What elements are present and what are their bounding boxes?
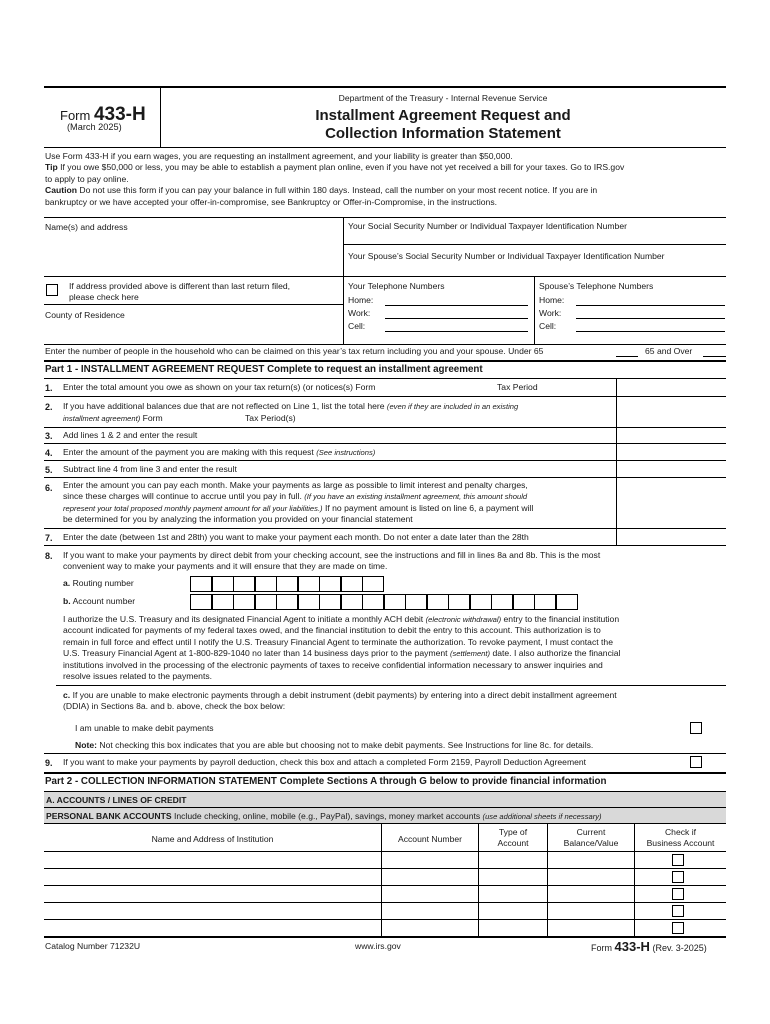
business-account-checkbox[interactable] (672, 871, 684, 883)
account-number-field-digit[interactable] (319, 594, 341, 610)
bank-accounts-heading: PERSONAL BANK ACCOUNTS Include checking, online, mobile (e.g., PayPal), savings, money market accounts (use additional sheets if necessary) (46, 811, 602, 821)
account-number-field-digit[interactable] (470, 594, 492, 610)
routing-number-field-digit[interactable] (212, 576, 234, 592)
routing-number-field-digit[interactable] (255, 576, 277, 592)
address-change-checkbox[interactable] (46, 284, 58, 296)
col-type: Type of Account (497, 827, 529, 849)
form-number: 433-H (93, 104, 146, 125)
account-number-field-digit[interactable] (534, 594, 556, 610)
col-account-number: Account Number (397, 834, 462, 844)
routing-number-field-digit[interactable] (233, 576, 255, 592)
account-number-field-digit[interactable] (448, 594, 470, 610)
col-business: Check if Business Account (646, 827, 715, 849)
footer-form-id: Form 433-H (Rev. 3-2025) (591, 939, 707, 954)
agency-name: Department of the Treasury - Internal Revenue Service (338, 93, 548, 103)
unable-debit-checkbox[interactable] (690, 722, 702, 734)
catalog-number: Catalog Number 71232U (45, 941, 141, 951)
form-title: Installment Agreement Request and Collection Information Statement (315, 107, 571, 142)
form-revision: (March 2025) (67, 122, 122, 132)
account-number-field-digit[interactable] (491, 594, 513, 610)
business-account-checkbox[interactable] (672, 905, 684, 917)
account-number-field-digit[interactable] (298, 594, 320, 610)
business-account-checkbox[interactable] (672, 888, 684, 900)
routing-number-field-digit[interactable] (341, 576, 363, 592)
account-number-field-digit[interactable] (233, 594, 255, 610)
account-label: b. Account number (63, 596, 136, 606)
account-number-field-digit[interactable] (556, 594, 578, 610)
business-account-checkbox[interactable] (672, 922, 684, 934)
col-institution: Name and Address of Institution (151, 834, 274, 844)
routing-number-field-digit[interactable] (190, 576, 212, 592)
account-number-field-digit[interactable] (513, 594, 535, 610)
spouse-ssn-label: Your Spouse’s Social Security Number or Individual Taxpayer Identification Number (348, 251, 665, 261)
household-label: Enter the number of people in the household who can be claimed on this year’s tax return including you and your spouse. Under 65 (45, 346, 544, 356)
spouse-cell-phone-field[interactable] (576, 331, 725, 332)
account-number-field-digit[interactable] (405, 594, 427, 610)
routing-number-field-digit[interactable] (362, 576, 384, 592)
address-change-label: If address provided above is different than last return filed, please check here (69, 281, 291, 303)
irs-website-link[interactable]: www.irs.gov (355, 941, 401, 951)
your-home-phone-field[interactable] (385, 305, 528, 306)
col-balance: Current Balance/Value (563, 827, 619, 849)
account-number-field-digit[interactable] (276, 594, 298, 610)
part1-answer-column (616, 378, 617, 545)
spouse-work-phone-field[interactable] (576, 318, 725, 319)
routing-number-field-digit[interactable] (276, 576, 298, 592)
account-number-field-digit[interactable] (255, 594, 277, 610)
routing-number-field-digit[interactable] (298, 576, 320, 592)
ssn-label: Your Social Security Number or Individual Taxpayer Identification Number (348, 221, 627, 231)
your-phone-label: Your Telephone Numbers (348, 281, 445, 291)
table-row-divider (44, 868, 726, 869)
note-text: Note: Not checking this box indicates that you are able but choosing not to make debit payments. See Instructions for line 8c. for details. (75, 740, 594, 750)
account-number-field-digit[interactable] (384, 594, 406, 610)
header-bottom-rule (44, 147, 726, 148)
spouse-home-phone-field[interactable] (576, 305, 725, 306)
names-address-label: Name(s) and address (45, 222, 128, 232)
part2-title: Part 2 - COLLECTION INFORMATION STATEMENT Complete Sections A through G below to provide financial information (45, 776, 607, 787)
under65-field[interactable] (616, 356, 638, 357)
part1-title: Part 1 - INSTALLMENT AGREEMENT REQUEST Complete to request an installment agreement (45, 364, 483, 375)
business-account-checkbox[interactable] (672, 854, 684, 866)
table-row-divider (44, 902, 726, 903)
your-work-phone-field[interactable] (385, 318, 528, 319)
unable-debit-label: I am unable to make debit payments (75, 723, 214, 733)
over65-field[interactable] (703, 356, 726, 357)
your-cell-phone-field[interactable] (385, 331, 528, 332)
account-number-field-digit[interactable] (362, 594, 384, 610)
county-label: County of Residence (45, 310, 125, 320)
section-a-title: A. ACCOUNTS / LINES OF CREDIT (46, 795, 187, 805)
intro-text: Use Form 433-H if you earn wages, you are requesting an installment agreement, and your liability is greater than $50,000. Tip If you owe $50,000 or less, you may be able to establish a payment plan online, even if you have not yet received a bill for your taxes. Go to IRS.gov to apply to pay online. Caution Do not use this form if you can pay your balance in full within 180 days. Instead, call the number on your most recent notice. If you are in bankruptcy or we have accepted your offer-in-compromise, see Bankruptcy or Offer-in-Compromise, in the instructions. (45, 151, 625, 207)
ach-authorization-text: I authorize the U.S. Treasury and its designated Financial Agent to initiate a monthly ACH debit (electronic withdrawal) entry to the financial institution account indicated for payments of my federal taxes owed, and the financial institution to debit the entry to this account. This authorization is to remain in full force and effect until I notify the U.S. Treasury Financial Agent to terminate the authorization. To revoke payment, I must contact the U.S. Treasury Financial Agent at 1-800-829-1040 no later than 14 business days prior to the payment (settlement) date. I also authorize the financial institutions involved in the processing of the electronic payments of taxes to receive confidential information necessary to answer inquiries and resolve issues related to the payments. (63, 614, 621, 682)
form-label: Form 433-H (60, 104, 146, 125)
routing-label: a. Routing number (63, 578, 134, 588)
payroll-deduction-checkbox[interactable] (690, 756, 702, 768)
top-rule (44, 86, 726, 88)
table-row-divider (44, 885, 726, 886)
routing-number-field-digit[interactable] (319, 576, 341, 592)
account-number-field-digit[interactable] (341, 594, 363, 610)
line6-text: Enter the amount you can pay each month. Make your payments as large as possible to limit interest and penalty charges, since these charges will continue to accrue until you pay in full. (If you have an existing installment agreement, this amount should represent your total proposed monthly payment amount for all your liabilities.) If no payment amount is listed on line 6, a payment will be determined for you by analyzing the information you provided on your financial statement (63, 480, 534, 525)
account-number-field-digit[interactable] (212, 594, 234, 610)
account-number-field-digit[interactable] (190, 594, 212, 610)
spouse-phone-label: Spouse’s Telephone Numbers (539, 281, 654, 291)
table-row-divider (44, 919, 726, 920)
account-number-field-digit[interactable] (427, 594, 449, 610)
